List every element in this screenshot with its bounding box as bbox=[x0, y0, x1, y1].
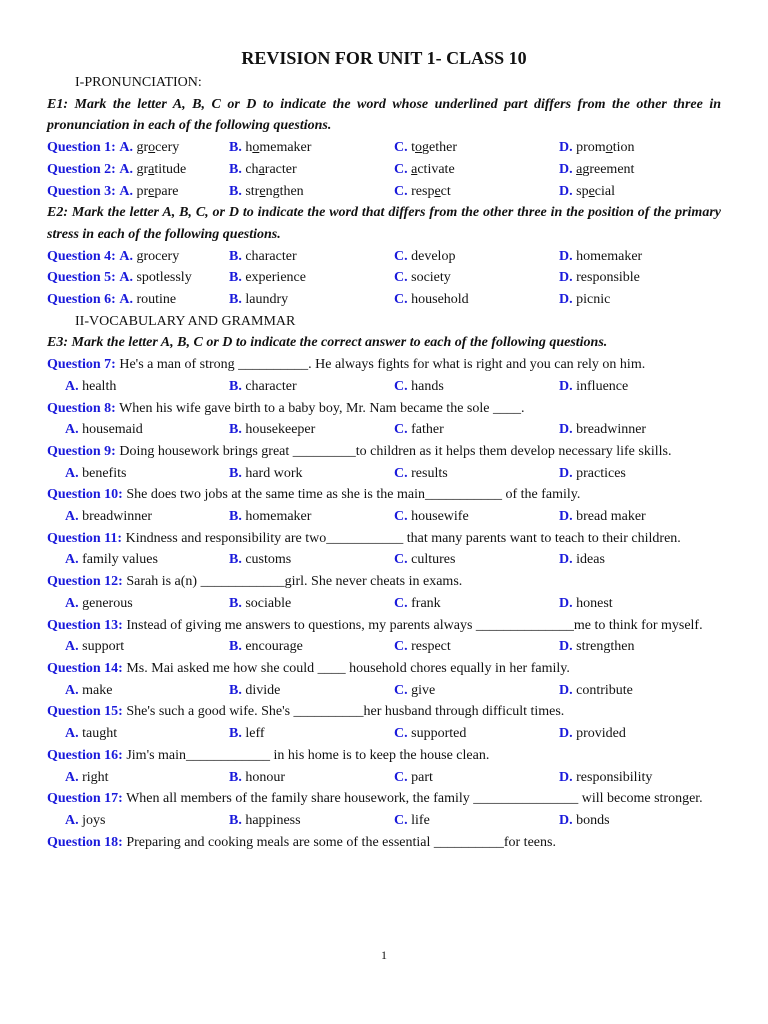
answer-option[interactable] bbox=[394, 810, 559, 832]
answer-option[interactable] bbox=[47, 289, 229, 311]
answer-option[interactable] bbox=[229, 506, 394, 528]
option-text: homemaker bbox=[576, 248, 643, 264]
option-text: encourage bbox=[245, 639, 303, 655]
option-letter: B. bbox=[229, 726, 242, 742]
answer-option[interactable] bbox=[559, 463, 721, 485]
option-letter: C. bbox=[394, 465, 408, 481]
answer-option[interactable] bbox=[229, 810, 394, 832]
option-letter: D. bbox=[559, 422, 573, 438]
option-word-part: ct bbox=[440, 183, 451, 199]
option-letter: C. bbox=[394, 509, 408, 525]
option-text: customs bbox=[245, 552, 292, 568]
answer-option[interactable] bbox=[394, 593, 559, 615]
option-letter: B. bbox=[229, 378, 242, 394]
option-letter: A. bbox=[119, 183, 133, 199]
answer-option[interactable] bbox=[229, 463, 394, 485]
option-word-part: gether bbox=[422, 140, 457, 156]
options-row bbox=[47, 636, 721, 658]
answer-option[interactable] bbox=[47, 159, 229, 181]
answer-option[interactable] bbox=[559, 181, 721, 203]
answer-option[interactable] bbox=[394, 267, 559, 289]
option-letter: A. bbox=[65, 769, 79, 785]
answer-option[interactable] bbox=[229, 181, 394, 203]
option-text: respect bbox=[411, 639, 451, 655]
answer-option[interactable] bbox=[394, 137, 559, 159]
options-row bbox=[47, 463, 721, 485]
option-text: give bbox=[411, 682, 436, 698]
question-stem bbox=[47, 615, 721, 637]
question-text: Doing housework brings great _________to children as it helps them develop necessary life skills. bbox=[119, 443, 672, 459]
option-letter: A. bbox=[65, 639, 79, 655]
option-letter: D. bbox=[559, 270, 573, 286]
option-text: make bbox=[82, 682, 113, 698]
answer-option[interactable] bbox=[559, 159, 721, 181]
option-letter: D. bbox=[559, 552, 573, 568]
answer-option[interactable] bbox=[394, 159, 559, 181]
answer-option[interactable] bbox=[559, 246, 721, 268]
question-row bbox=[47, 159, 721, 181]
question-stem bbox=[47, 354, 721, 376]
question-text: When all members of the family share housework, the family _______________ will become stronger. bbox=[126, 791, 703, 807]
answer-option[interactable] bbox=[229, 767, 394, 789]
option-text: support bbox=[82, 639, 125, 655]
question-label: Question 7: bbox=[47, 357, 116, 373]
answer-option[interactable] bbox=[394, 506, 559, 528]
question-stem bbox=[47, 571, 721, 593]
question-text: Sarah is a(n) ____________girl. She never cheats in exams. bbox=[126, 574, 463, 590]
question-text: Ms. Mai asked me how she could ____ household chores equally in her family. bbox=[126, 660, 570, 676]
option-word-part: memaker bbox=[259, 140, 312, 156]
option-letter: D. bbox=[559, 639, 573, 655]
option-letter: A. bbox=[65, 595, 79, 611]
answer-option[interactable] bbox=[47, 181, 229, 203]
option-letter: B. bbox=[229, 465, 242, 481]
answer-option[interactable] bbox=[394, 463, 559, 485]
option-letter: C. bbox=[394, 639, 408, 655]
options-row bbox=[47, 767, 721, 789]
option-letter: A. bbox=[65, 465, 79, 481]
option-letter: B. bbox=[229, 509, 242, 525]
underlined-part: o bbox=[605, 140, 613, 156]
option-word-part: cial bbox=[594, 183, 616, 199]
question-row bbox=[47, 267, 721, 289]
option-text: happiness bbox=[245, 812, 301, 828]
option-letter: C. bbox=[394, 682, 408, 698]
option-text: provided bbox=[576, 726, 626, 742]
option-text: supported bbox=[411, 726, 467, 742]
question-text: When his wife gave birth to a baby boy, Mr. Nam became the sole ____. bbox=[119, 400, 525, 416]
underlined-part: o bbox=[415, 140, 423, 156]
option-letter: D. bbox=[559, 183, 573, 199]
answer-option[interactable] bbox=[394, 419, 559, 441]
option-letter: A. bbox=[65, 682, 79, 698]
question-stem bbox=[47, 832, 721, 854]
option-letter: C. bbox=[394, 292, 408, 308]
stress-questions bbox=[47, 246, 721, 311]
option-text: generous bbox=[82, 595, 133, 611]
option-letter: B. bbox=[229, 812, 242, 828]
option-word-part: cery bbox=[155, 140, 180, 156]
option-text: housekeeper bbox=[245, 422, 316, 438]
option-text: bonds bbox=[576, 812, 610, 828]
option-text: part bbox=[411, 769, 433, 785]
answer-option[interactable] bbox=[559, 419, 721, 441]
option-text: grocery bbox=[136, 248, 180, 264]
option-letter: B. bbox=[229, 183, 242, 199]
underlined-part: e bbox=[588, 183, 595, 199]
question-stem bbox=[47, 398, 721, 420]
option-word-part: titude bbox=[154, 161, 187, 177]
option-letter: C. bbox=[394, 248, 408, 264]
option-letter: D. bbox=[559, 140, 573, 156]
pronunciation-questions bbox=[47, 137, 721, 202]
answer-option[interactable] bbox=[559, 636, 721, 658]
option-text: benefits bbox=[82, 465, 127, 481]
option-word-part: sp bbox=[576, 183, 589, 199]
option-letter: C. bbox=[394, 552, 408, 568]
option-text: family values bbox=[82, 552, 158, 568]
underlined-part: e bbox=[259, 183, 266, 199]
option-text: responsible bbox=[576, 270, 640, 286]
option-text: society bbox=[411, 270, 451, 286]
option-letter: D. bbox=[559, 769, 573, 785]
options-row bbox=[47, 723, 721, 745]
answer-option[interactable] bbox=[65, 810, 229, 832]
answer-option[interactable] bbox=[394, 723, 559, 745]
option-letter: D. bbox=[559, 378, 573, 394]
option-text: life bbox=[411, 812, 430, 828]
option-letter: D. bbox=[559, 595, 573, 611]
option-letter: B. bbox=[229, 595, 242, 611]
option-letter: B. bbox=[229, 270, 242, 286]
question-row bbox=[47, 137, 721, 159]
question-label: Question 2: bbox=[47, 161, 116, 177]
question-label: Question 17: bbox=[47, 791, 123, 807]
options-row bbox=[47, 376, 721, 398]
answer-option[interactable] bbox=[394, 767, 559, 789]
option-word-part: pr bbox=[136, 183, 149, 199]
option-letter: A. bbox=[119, 248, 133, 264]
option-text: develop bbox=[411, 248, 456, 264]
option-text: hard work bbox=[245, 465, 303, 481]
option-letter: C. bbox=[394, 140, 408, 156]
option-word-part: resp bbox=[411, 183, 435, 199]
answer-option[interactable] bbox=[229, 593, 394, 615]
option-letter: D. bbox=[559, 726, 573, 742]
underlined-part: a bbox=[148, 161, 155, 177]
question-row bbox=[47, 181, 721, 203]
option-word-part: h bbox=[245, 140, 253, 156]
options-row bbox=[47, 419, 721, 441]
question-label: Question 6: bbox=[47, 292, 116, 308]
answer-option[interactable] bbox=[394, 289, 559, 311]
option-word-part: gr bbox=[136, 161, 149, 177]
question-text: He's a man of strong __________. He always fights for what is right and you can rely on him. bbox=[119, 357, 646, 373]
answer-option[interactable] bbox=[65, 680, 229, 702]
option-word-part: prom bbox=[576, 140, 606, 156]
answer-option[interactable] bbox=[559, 549, 721, 571]
answer-option[interactable] bbox=[394, 636, 559, 658]
answer-option[interactable] bbox=[65, 723, 229, 745]
option-text: bread maker bbox=[576, 509, 646, 525]
option-text: ideas bbox=[576, 552, 605, 568]
option-word-part: ch bbox=[245, 161, 259, 177]
answer-option[interactable] bbox=[229, 549, 394, 571]
option-letter: C. bbox=[394, 378, 408, 394]
answer-option[interactable] bbox=[229, 376, 394, 398]
answer-option[interactable] bbox=[47, 137, 229, 159]
answer-option[interactable] bbox=[65, 549, 229, 571]
question-text: Jim's main____________ in his home is to keep the house clean. bbox=[126, 747, 490, 763]
answer-option[interactable] bbox=[559, 593, 721, 615]
option-letter: D. bbox=[559, 812, 573, 828]
option-letter: B. bbox=[229, 248, 242, 264]
option-word-part: pare bbox=[154, 183, 179, 199]
option-text: experience bbox=[245, 270, 306, 286]
option-letter: D. bbox=[559, 292, 573, 308]
option-letter: A. bbox=[119, 140, 133, 156]
question-label: Question 5: bbox=[47, 270, 116, 286]
underlined-part: a bbox=[258, 161, 265, 177]
question-label: Question 8: bbox=[47, 400, 116, 416]
options-row bbox=[47, 593, 721, 615]
question-row bbox=[47, 289, 721, 311]
question-stem bbox=[47, 788, 721, 810]
instruction-e2: E2: Mark the letter A, B, C, or D to indicate the word that differs from the other three in the position of the primary stress in each of the following questions. bbox=[47, 205, 721, 242]
question-label: Question 14: bbox=[47, 660, 123, 676]
question-text: She's such a good wife. She's __________her husband through difficult times. bbox=[126, 704, 565, 720]
answer-option[interactable] bbox=[65, 636, 229, 658]
option-word-part: gr bbox=[136, 140, 149, 156]
option-letter: A. bbox=[65, 812, 79, 828]
question-stem bbox=[47, 441, 721, 463]
option-word-part: tion bbox=[612, 140, 635, 156]
answer-option[interactable] bbox=[65, 376, 229, 398]
question-stem bbox=[47, 745, 721, 767]
option-text: responsibility bbox=[576, 769, 653, 785]
underlined-part: a bbox=[576, 161, 583, 177]
option-text: father bbox=[411, 422, 444, 438]
question-label: Question 4: bbox=[47, 248, 116, 264]
option-text: cultures bbox=[411, 552, 456, 568]
options-row bbox=[47, 549, 721, 571]
option-letter: A. bbox=[65, 552, 79, 568]
question-stem bbox=[47, 528, 721, 550]
answer-option[interactable] bbox=[65, 419, 229, 441]
option-text: routine bbox=[136, 292, 177, 308]
option-letter: C. bbox=[394, 595, 408, 611]
question-text: Preparing and cooking meals are some of the essential __________for teens. bbox=[126, 834, 556, 850]
answer-option[interactable] bbox=[559, 506, 721, 528]
option-text: picnic bbox=[576, 292, 611, 308]
option-letter: B. bbox=[229, 639, 242, 655]
option-text: practices bbox=[576, 465, 626, 481]
answer-option[interactable] bbox=[229, 159, 394, 181]
option-letter: D. bbox=[559, 682, 573, 698]
option-text: housemaid bbox=[82, 422, 143, 438]
option-letter: B. bbox=[229, 422, 242, 438]
answer-option[interactable] bbox=[229, 137, 394, 159]
option-letter: D. bbox=[559, 248, 573, 264]
option-letter: A. bbox=[65, 378, 79, 394]
underlined-part: e bbox=[148, 183, 155, 199]
option-letter: C. bbox=[394, 183, 408, 199]
option-letter: A. bbox=[65, 422, 79, 438]
answer-option[interactable] bbox=[47, 267, 229, 289]
option-letter: B. bbox=[229, 140, 242, 156]
answer-option[interactable] bbox=[559, 767, 721, 789]
answer-option[interactable] bbox=[394, 181, 559, 203]
option-text: leff bbox=[245, 726, 265, 742]
option-letter: C. bbox=[394, 812, 408, 828]
question-label: Question 16: bbox=[47, 747, 123, 763]
option-word-part: racter bbox=[264, 161, 297, 177]
answer-option[interactable] bbox=[394, 376, 559, 398]
answer-option[interactable] bbox=[394, 246, 559, 268]
option-text: influence bbox=[576, 378, 629, 394]
question-row bbox=[47, 246, 721, 268]
question-text: She does two jobs at the same time as she is the main___________ of the family. bbox=[126, 487, 581, 503]
options-row bbox=[47, 680, 721, 702]
answer-option[interactable] bbox=[65, 463, 229, 485]
option-text: character bbox=[245, 248, 297, 264]
worksheet-page bbox=[47, 44, 721, 853]
option-text: strengthen bbox=[576, 639, 635, 655]
option-letter: C. bbox=[394, 270, 408, 286]
answer-option[interactable] bbox=[65, 593, 229, 615]
question-label: Question 3: bbox=[47, 183, 116, 199]
answer-option[interactable] bbox=[65, 767, 229, 789]
question-stem bbox=[47, 701, 721, 723]
option-letter: A. bbox=[119, 270, 133, 286]
answer-option[interactable] bbox=[559, 267, 721, 289]
underlined-part: o bbox=[148, 140, 156, 156]
option-text: honest bbox=[576, 595, 613, 611]
option-text: health bbox=[82, 378, 117, 394]
question-text: Instead of giving me answers to questions, my parents always ______________me to think for myself. bbox=[126, 617, 703, 633]
option-letter: C. bbox=[394, 161, 408, 177]
answer-option[interactable] bbox=[229, 246, 394, 268]
question-label: Question 10: bbox=[47, 487, 123, 503]
question-label: Question 1: bbox=[47, 140, 116, 156]
option-word-part: ctivate bbox=[417, 161, 455, 177]
option-text: joys bbox=[82, 812, 106, 828]
option-text: breadwinner bbox=[82, 509, 153, 525]
section-heading-pronunciation: I-PRONUNCIATION: bbox=[75, 75, 202, 90]
option-text: housewife bbox=[411, 509, 469, 525]
option-word-part: ngthen bbox=[265, 183, 304, 199]
question-label: Question 18: bbox=[47, 834, 123, 850]
answer-option[interactable] bbox=[47, 246, 229, 268]
option-text: honour bbox=[245, 769, 286, 785]
answer-option[interactable] bbox=[394, 680, 559, 702]
answer-option[interactable] bbox=[559, 376, 721, 398]
option-word-part: greement bbox=[582, 161, 635, 177]
option-letter: B. bbox=[229, 161, 242, 177]
underlined-part: a bbox=[411, 161, 418, 177]
answer-option[interactable] bbox=[559, 680, 721, 702]
question-label: Question 11: bbox=[47, 530, 123, 546]
option-text: hands bbox=[411, 378, 444, 394]
option-letter: C. bbox=[394, 422, 408, 438]
answer-option[interactable] bbox=[229, 289, 394, 311]
option-text: right bbox=[82, 769, 109, 785]
question-stem bbox=[47, 484, 721, 506]
option-letter: C. bbox=[394, 726, 408, 742]
option-text: spotlessly bbox=[136, 270, 192, 286]
option-letter: A. bbox=[65, 726, 79, 742]
page-number: 1 bbox=[381, 948, 387, 962]
answer-option[interactable] bbox=[559, 810, 721, 832]
option-text: homemaker bbox=[245, 509, 312, 525]
instruction-e1: E1: Mark the letter A, B, C or D to indicate the word whose underlined part differs from the other three in pronunciation in each of the following questions. bbox=[47, 96, 721, 134]
answer-option[interactable] bbox=[559, 289, 721, 311]
option-text: results bbox=[411, 465, 448, 481]
answer-option[interactable] bbox=[229, 723, 394, 745]
underlined-part: o bbox=[252, 140, 260, 156]
answer-option[interactable] bbox=[559, 137, 721, 159]
question-label: Question 9: bbox=[47, 443, 116, 459]
option-word-part: t bbox=[411, 140, 416, 156]
option-text: divide bbox=[245, 682, 281, 698]
question-label: Question 13: bbox=[47, 617, 123, 633]
option-word-part: str bbox=[245, 183, 260, 199]
option-letter: A. bbox=[65, 509, 79, 525]
section-heading-vocab: II-VOCABULARY AND GRAMMAR bbox=[75, 313, 296, 329]
option-letter: D. bbox=[559, 509, 573, 525]
option-text: frank bbox=[411, 595, 441, 611]
answer-option[interactable] bbox=[229, 680, 394, 702]
option-text: taught bbox=[82, 726, 118, 742]
option-letter: D. bbox=[559, 465, 573, 481]
page-title: REVISION FOR UNIT 1- CLASS 10 bbox=[241, 48, 527, 68]
option-text: sociable bbox=[245, 595, 292, 611]
option-letter: A. bbox=[119, 292, 133, 308]
option-letter: B. bbox=[229, 682, 242, 698]
options-row bbox=[47, 506, 721, 528]
option-letter: A. bbox=[119, 161, 133, 177]
option-letter: B. bbox=[229, 292, 242, 308]
option-text: household bbox=[411, 292, 469, 308]
instruction-e3: E3: Mark the letter A, B, C or D to indicate the correct answer to each of the following questions. bbox=[47, 335, 608, 351]
option-letter: D. bbox=[559, 161, 573, 177]
answer-option[interactable] bbox=[229, 267, 394, 289]
option-text: character bbox=[245, 378, 297, 394]
option-text: contribute bbox=[576, 682, 633, 698]
answer-option[interactable] bbox=[229, 636, 394, 658]
option-text: laundry bbox=[245, 292, 289, 308]
options-row bbox=[47, 810, 721, 832]
option-letter: C. bbox=[394, 769, 408, 785]
vocab-questions bbox=[47, 354, 721, 853]
question-label: Question 12: bbox=[47, 574, 123, 590]
answer-option[interactable] bbox=[229, 419, 394, 441]
option-letter: B. bbox=[229, 769, 242, 785]
underlined-part: e bbox=[434, 183, 441, 199]
option-letter: B. bbox=[229, 552, 242, 568]
answer-option[interactable] bbox=[559, 723, 721, 745]
question-label: Question 15: bbox=[47, 704, 123, 720]
answer-option[interactable] bbox=[65, 506, 229, 528]
question-stem bbox=[47, 658, 721, 680]
answer-option[interactable] bbox=[394, 549, 559, 571]
option-text: breadwinner bbox=[576, 422, 647, 438]
question-text: Kindness and responsibility are two___________ that many parents want to teach to their children. bbox=[125, 530, 681, 546]
